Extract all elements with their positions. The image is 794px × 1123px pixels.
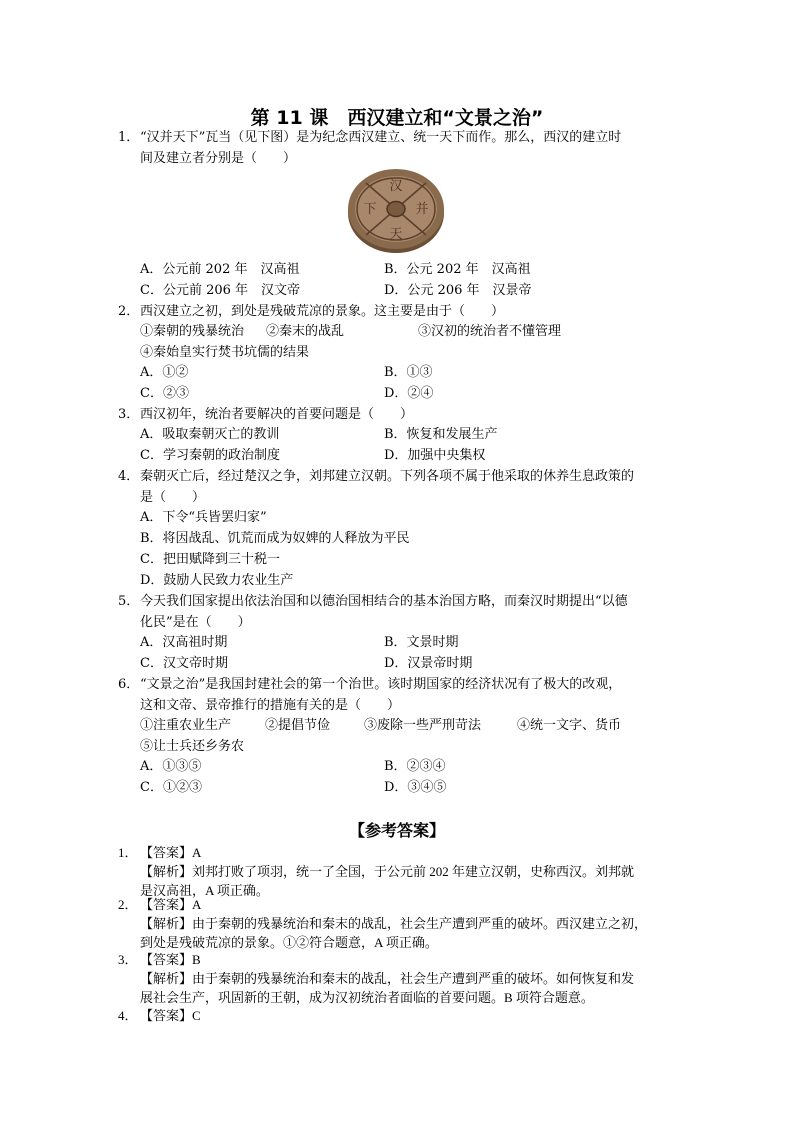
option-b[interactable]: B．公元 202 年 汉高祖: [384, 262, 531, 277]
question-text-line: 这和文帝、景帝推行的措施有关的是（ ）: [140, 698, 401, 713]
option-a[interactable]: A．汉高祖时期: [140, 635, 228, 650]
option-b[interactable]: B．将因战乱、饥荒而成为奴婢的人释放为平民: [140, 531, 410, 546]
option-b[interactable]: B．恢复和发展生产: [384, 427, 498, 442]
answer-number: 3．: [118, 952, 138, 967]
option-c[interactable]: C．把田赋降到三十税一: [140, 552, 280, 567]
question-text-line: 间及建立者分别是（ ）: [140, 151, 297, 166]
answer-explanation-line: 【解析】刘邦打败了项羽，统一了全国，于公元前 202 年建立汉朝，史称西汉。刘邦就: [140, 864, 635, 879]
option-a[interactable]: A．公元前 202 年 汉高祖: [140, 262, 300, 277]
answer-explanation-line: 展社会生产，巩固新的王朝，成为汉初统治者面临的首要问题。B 项符合题意。: [140, 990, 594, 1005]
option-a[interactable]: A．吸取秦朝灭亡的教训: [140, 427, 280, 442]
question-text-line: 西汉初年，统治者要解决的首要问题是（ ）: [140, 407, 414, 422]
statement-item: ①秦朝的残暴统治: [140, 324, 245, 339]
statement-item: ①注重农业生产: [140, 718, 232, 733]
question-3: [0, 404, 794, 425]
tile-glyph: 天: [389, 227, 403, 242]
statement-item: ②提倡节俭: [265, 718, 331, 733]
tile-glyph: 并: [415, 202, 429, 217]
option-d[interactable]: D．加强中央集权: [384, 448, 486, 463]
answer-explanation-line: 是汉高祖，A 项正确。: [140, 883, 269, 898]
option-a[interactable]: A．①②: [140, 365, 189, 380]
question-number: 3．: [118, 407, 140, 422]
question-2: [0, 301, 794, 322]
option-a[interactable]: A．①③⑤: [140, 759, 202, 774]
question-text-line: “文景之治”是我国封建社会的第一个治世。该时期国家的经济状况有了极大的改观，: [140, 677, 622, 692]
option-b[interactable]: B．②③④: [384, 759, 446, 774]
option-d[interactable]: D．公元 206 年 汉景帝: [384, 283, 532, 298]
option-c[interactable]: C．学习秦朝的政治制度: [140, 448, 280, 463]
option-b[interactable]: B．①③: [384, 365, 433, 380]
question-number: 5．: [118, 594, 140, 609]
answer-explanation-line: 【解析】由于秦朝的残暴统治和秦末的战乱，社会生产遭到严重的破坏。如何恢复和发: [140, 971, 635, 986]
question-number: 4．: [118, 469, 140, 484]
tile-glyph: 汉: [389, 179, 403, 194]
option-c[interactable]: C．公元前 206 年 汉文帝: [140, 283, 301, 298]
option-d[interactable]: D．③④⑤: [384, 780, 447, 795]
question-text-line: 是（ ）: [140, 490, 206, 505]
answer-key: 【答案】B: [140, 952, 201, 967]
statement-item: ④秦始皇实行焚书坑儒的结果: [140, 345, 310, 360]
question-text-line: “汉并天下”瓦当（见下图）是为纪念西汉建立、统一天下而作。那么，西汉的建立时: [140, 130, 622, 145]
statement-item: ③废除一些严刑苛法: [364, 718, 482, 733]
page-title: 第 11 课 西汉建立和“文景之治”: [250, 107, 544, 129]
answer-key: 【答案】A: [140, 845, 202, 860]
question-text-line: 秦朝灭亡后，经过楚汉之争，刘邦建立汉朝。下列各项不属于他采取的休养生息政策的: [140, 469, 635, 484]
answer-number: 4．: [118, 1008, 138, 1023]
tile-glyph: 下: [363, 202, 377, 217]
question-number: 2．: [118, 304, 140, 319]
answer-number: 2．: [118, 897, 138, 912]
question-4: [0, 466, 794, 508]
question-text-line: 化民”是在（ ）: [140, 615, 251, 630]
statement-item: ⑤让士兵还乡务农: [140, 739, 245, 754]
question-text-line: 今天我们国家提出依法治国和以德治国相结合的基本治国方略，而秦汉时期提出“以德: [140, 594, 628, 609]
question-text-line: 西汉建立之初，到处是残破荒凉的景象。这主要是由于（ ）: [140, 304, 505, 319]
option-d[interactable]: D．②④: [384, 386, 434, 401]
option-a[interactable]: A．下令“兵皆罢归家”: [140, 510, 267, 525]
answer-key: 【答案】A: [140, 897, 202, 912]
statement-item: ②秦末的战乱: [266, 324, 345, 339]
question-5: [0, 591, 794, 633]
option-c[interactable]: C．汉文帝时期: [140, 656, 228, 671]
option-c[interactable]: C．②③: [140, 386, 189, 401]
answer-key: 【答案】C: [140, 1008, 201, 1023]
option-d[interactable]: D．鼓励人民致力农业生产: [140, 573, 294, 588]
answer-explanation-line: 【解析】由于秦朝的残暴统治和秦末的战乱，社会生产遭到严重的破坏。西汉建立之初，: [140, 916, 648, 931]
answers-heading: 【参考答案】: [348, 821, 445, 840]
statement-item: ④统一文字、货币: [517, 718, 622, 733]
option-b[interactable]: B．文景时期: [384, 635, 459, 650]
answer-explanation-line: 到处是残破荒凉的景象。①②符合题意，A 项正确。: [140, 935, 438, 950]
answer-number: 1．: [118, 845, 138, 860]
option-d[interactable]: D．汉景帝时期: [384, 656, 473, 671]
question-number: 1．: [118, 130, 140, 145]
statement-item: ③汉初的统治者不懂管理: [418, 324, 562, 339]
option-c[interactable]: C．①②③: [140, 780, 202, 795]
question-6: [0, 674, 794, 716]
question-number: 6．: [118, 677, 140, 692]
wadang-tile-image: [346, 163, 446, 255]
